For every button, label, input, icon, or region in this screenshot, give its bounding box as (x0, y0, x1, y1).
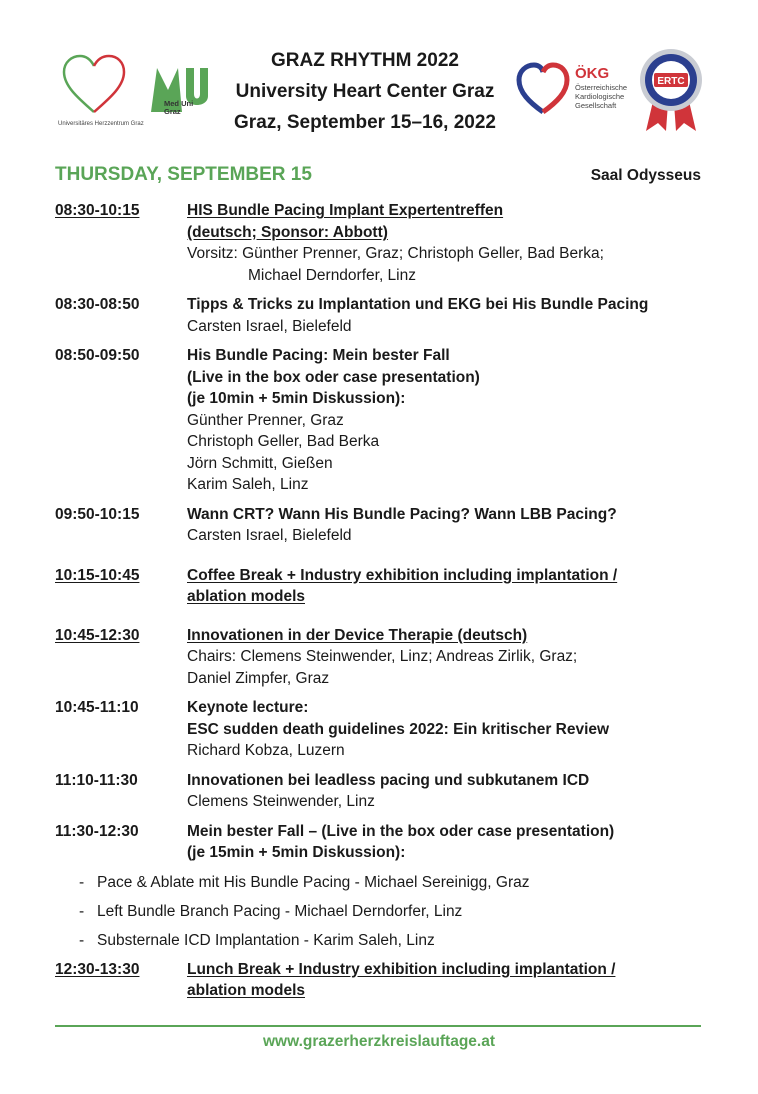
list-item-text: Substernale ICD Implantation - Karim Saleh, Linz (97, 931, 435, 949)
session-time: 08:30-08:50 (55, 296, 140, 313)
session-title-line-2: ESC sudden death guidelines 2022: Ein kritischer Review (187, 720, 610, 738)
session-title-line-3: (je 10min + 5min Diskussion): (187, 390, 406, 407)
session-speaker: Carsten Israel, Bielefeld (187, 317, 352, 335)
session-speaker: Christoph Geller, Bad Berka (187, 433, 380, 450)
meduni-logo (148, 60, 214, 120)
session-time: 08:30-10:15 (55, 202, 140, 219)
session-time: 11:10-11:30 (55, 771, 138, 789)
session-time: 09:50-10:15 (55, 505, 140, 523)
ertc-text: ERTC (657, 76, 685, 87)
session-speaker: Clemens Steinwender, Linz (187, 793, 375, 810)
session-speaker: Karim Saleh, Linz (187, 476, 309, 493)
page-header (0, 0, 758, 150)
event-title-line-3: Graz, September 15–16, 2022 (234, 112, 496, 133)
day-title: THURSDAY, SEPTEMBER 15 (55, 164, 312, 185)
session-speaker: Jörn Schmitt, Gießen (187, 454, 333, 472)
session-speaker: Carsten Israel, Bielefeld (187, 527, 352, 544)
session-block (55, 821, 715, 864)
program-list (55, 200, 715, 1002)
session-block (55, 200, 715, 286)
case-list (79, 872, 715, 951)
room-name: Saal Odysseus (590, 167, 701, 184)
session-title: Keynote lecture: (187, 699, 309, 716)
list-item-text: Pace & Ablate mit His Bundle Pacing - Michael Sereinigg, Graz (97, 873, 530, 891)
session-chairs-line-2: Daniel Zimpfer, Graz (187, 669, 330, 687)
session-block (55, 294, 715, 337)
oekg-heart-icon (515, 62, 571, 118)
day-header (55, 164, 701, 190)
session-title-line-2: (deutsch; Sponsor: Abbott) (187, 223, 388, 241)
session-time: 12:30-13:30 (55, 960, 140, 978)
herzzentrum-logo (58, 52, 150, 132)
session-time: 08:50-09:50 (55, 347, 140, 364)
oekg-subtitle: Österreichische Kardiologische Gesellschaft (575, 83, 628, 110)
session-chairs-line-2: Michael Derndorfer, Linz (248, 266, 416, 284)
oekg-name: ÖKG (575, 65, 610, 82)
session-block (55, 625, 715, 690)
footer-website-link[interactable]: www.grazerherzkreislauftage.at (262, 1033, 495, 1050)
session-block (55, 345, 715, 496)
event-title-line-2: University Heart Center Graz (235, 81, 495, 102)
session-chairs: Chairs: Clemens Steinwender, Linz; Andreas Zirlik, Graz; (187, 648, 578, 665)
herzzentrum-caption: Universitäres Herzzentrum Graz (58, 121, 144, 127)
session-title: Innovationen in der Device Therapie (deutsch) (187, 626, 528, 644)
bullet-dash: - (79, 931, 85, 949)
list-item (79, 930, 715, 951)
list-item (79, 872, 715, 893)
session-time: 10:15-10:45 (55, 566, 140, 584)
footer-divider (55, 1025, 701, 1027)
session-title-line-2: ablation models (187, 982, 305, 999)
bullet-dash: - (79, 902, 85, 920)
session-title: HIS Bundle Pacing Implant Expertentreffen (187, 202, 504, 219)
heart-icon (58, 52, 128, 118)
meduni-caption: Med Uni Graz (164, 99, 194, 116)
session-title: Wann CRT? Wann His Bundle Pacing? Wann LBB Pacing? (187, 505, 617, 523)
ertc-badge-icon (638, 47, 704, 133)
session-title-line-2: (Live in the box oder case presentation) (187, 368, 480, 386)
session-block (55, 504, 715, 547)
session-title: Mein bester Fall – (Live in the box oder case presentation) (187, 822, 615, 840)
ertc-logo (638, 47, 704, 133)
break-block (55, 565, 715, 608)
session-title-line-2: (je 15min + 5min Diskussion): (187, 844, 406, 861)
session-time: 11:30-12:30 (55, 822, 139, 840)
session-title: Tipps & Tricks zu Implantation und EKG bei His Bundle Pacing (187, 296, 649, 313)
oekg-logo (515, 62, 635, 118)
session-time: 10:45-12:30 (55, 626, 140, 644)
session-title: Innovationen bei leadless pacing und subkutanem ICD (187, 771, 590, 789)
event-title (215, 45, 515, 138)
list-item (79, 901, 715, 922)
session-speaker: Richard Kobza, Luzern (187, 742, 345, 759)
event-title-line-1: GRAZ RHYTHM 2022 (271, 50, 459, 71)
session-block (55, 697, 715, 762)
session-title-line-2: ablation models (187, 588, 305, 605)
session-chairs: Vorsitz: Günther Prenner, Graz; Christoph Geller, Bad Berka; (187, 245, 604, 262)
session-title: Coffee Break + Industry exhibition including implantation / (187, 566, 618, 584)
session-title: His Bundle Pacing: Mein bester Fall (187, 347, 450, 364)
session-time: 10:45-11:10 (55, 699, 139, 716)
session-speaker: Günther Prenner, Graz (187, 411, 344, 429)
session-block (55, 770, 715, 813)
bullet-dash: - (79, 873, 85, 891)
break-block (55, 959, 715, 1002)
session-title: Lunch Break + Industry exhibition including implantation / (187, 960, 616, 978)
list-item-text: Left Bundle Branch Pacing - Michael Derndorfer, Linz (97, 902, 463, 920)
